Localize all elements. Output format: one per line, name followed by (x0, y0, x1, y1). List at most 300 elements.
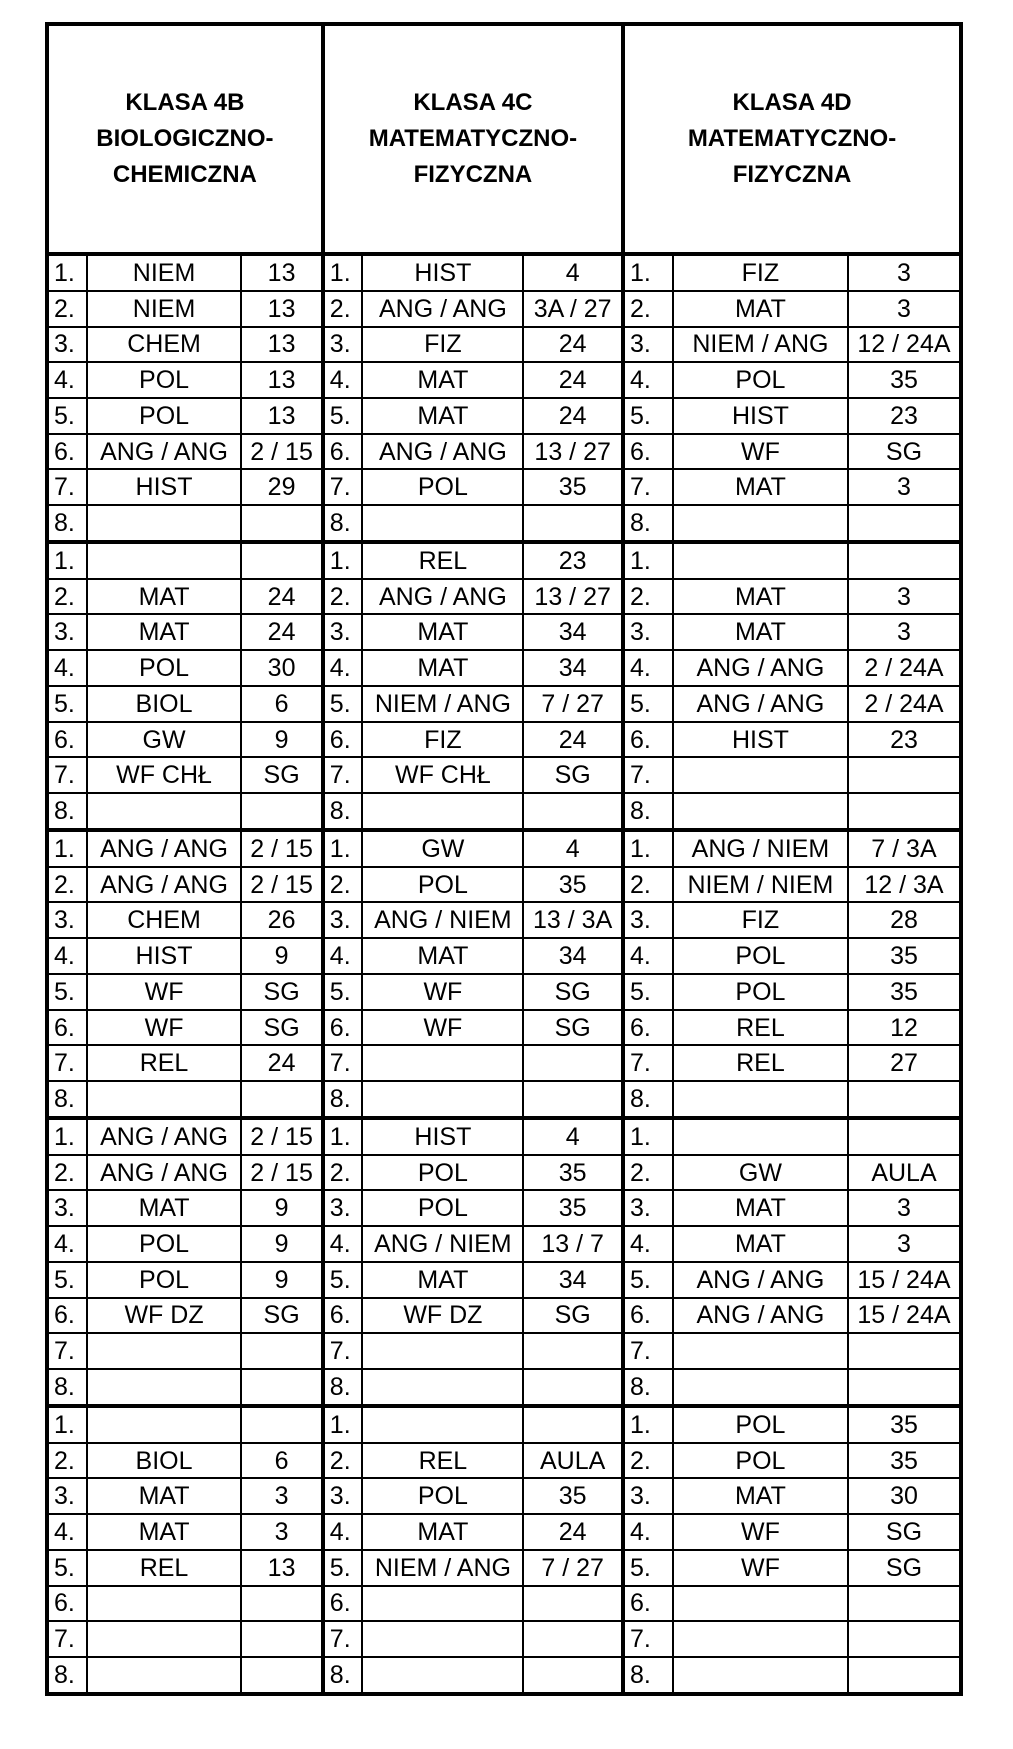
subject-4b: MAT (87, 1514, 242, 1550)
lesson-number-4c: 6. (323, 1298, 363, 1334)
room-4d: 35 (848, 1443, 961, 1479)
room-4c: SG (523, 1010, 623, 1046)
room-4d: SG (848, 1550, 961, 1586)
room-4d: SG (848, 434, 961, 470)
subject-4d (673, 542, 848, 579)
lesson-number-4d: 3. (623, 902, 673, 938)
lesson-number-4b: 4. (47, 1514, 87, 1550)
lesson-number-4b: 4. (47, 938, 87, 974)
lesson-row (47, 542, 961, 579)
lesson-row (47, 614, 961, 650)
room-4d: 3 (848, 254, 961, 291)
subject-4c: NIEM / ANG (362, 1550, 523, 1586)
lesson-row (47, 1586, 961, 1622)
subject-4b: POL (87, 362, 242, 398)
room-4d: 35 (848, 974, 961, 1010)
room-4c (523, 1406, 623, 1443)
subject-4b: GW (87, 722, 242, 758)
subject-4d (673, 793, 848, 830)
class-header-4d (623, 24, 961, 254)
subject-4b: REL (87, 1045, 242, 1081)
subject-4d: MAT (673, 1226, 848, 1262)
lesson-number-4c: 8. (323, 1657, 363, 1694)
room-4b (241, 1081, 322, 1118)
lesson-number-4b: 5. (47, 974, 87, 1010)
room-4d: 35 (848, 1406, 961, 1443)
room-4b: 2 / 15 (241, 1118, 322, 1155)
room-4c: 34 (523, 938, 623, 974)
lesson-number-4c: 7. (323, 469, 363, 505)
subject-4c (362, 1333, 523, 1369)
room-4d (848, 1333, 961, 1369)
class-profile-line-2: FIZYCZNA (732, 161, 852, 188)
subject-4c: REL (362, 542, 523, 579)
room-4b (241, 1621, 322, 1657)
subject-4b: CHEM (87, 902, 242, 938)
subject-4c (362, 505, 523, 542)
lesson-number-4c: 2. (323, 1155, 363, 1191)
lesson-row (47, 867, 961, 903)
subject-4b: NIEM (87, 291, 242, 327)
lesson-number-4c: 3. (323, 902, 363, 938)
subject-4c: NIEM / ANG (362, 686, 523, 722)
subject-4c (362, 1081, 523, 1118)
subject-4d (673, 1369, 848, 1406)
lesson-number-4b: 8. (47, 505, 87, 542)
subject-4d: ANG / ANG (673, 1298, 848, 1334)
subject-4c (362, 793, 523, 830)
lesson-number-4b: 7. (47, 469, 87, 505)
subject-4d: ANG / ANG (673, 1262, 848, 1298)
lesson-number-4b: 6. (47, 1298, 87, 1334)
lesson-number-4d: 2. (623, 291, 673, 327)
lesson-number-4d: 4. (623, 362, 673, 398)
subject-4b (87, 505, 242, 542)
subject-4d: MAT (673, 614, 848, 650)
room-4b: 9 (241, 1262, 322, 1298)
subject-4b: ANG / ANG (87, 830, 242, 867)
room-4b (241, 1406, 322, 1443)
subject-4d: MAT (673, 291, 848, 327)
room-4d (848, 757, 961, 793)
room-4c: 4 (523, 1118, 623, 1155)
room-4d (848, 1586, 961, 1622)
lesson-number-4d: 6. (623, 1586, 673, 1622)
subject-4b: WF (87, 1010, 242, 1046)
room-4d (848, 1369, 961, 1406)
subject-4d: POL (673, 1406, 848, 1443)
lesson-number-4d: 1. (623, 542, 673, 579)
lesson-number-4d: 3. (623, 327, 673, 363)
lesson-number-4b: 8. (47, 1081, 87, 1118)
subject-4d: MAT (673, 469, 848, 505)
lesson-number-4c: 6. (323, 434, 363, 470)
subject-4b: MAT (87, 1478, 242, 1514)
lesson-number-4c: 8. (323, 505, 363, 542)
subject-4c: POL (362, 1155, 523, 1191)
lesson-row (47, 722, 961, 758)
lesson-row (47, 974, 961, 1010)
lesson-number-4d: 7. (623, 469, 673, 505)
lesson-number-4b: 1. (47, 1118, 87, 1155)
subject-4d (673, 1333, 848, 1369)
room-4c (523, 1045, 623, 1081)
room-4d: 3 (848, 469, 961, 505)
room-4d: 12 / 3A (848, 867, 961, 903)
subject-4c: HIST (362, 1118, 523, 1155)
lesson-number-4d: 7. (623, 1045, 673, 1081)
lesson-number-4b: 7. (47, 1333, 87, 1369)
room-4c: 34 (523, 1262, 623, 1298)
lesson-row (47, 902, 961, 938)
lesson-number-4d: 6. (623, 1010, 673, 1046)
room-4c: 7 / 27 (523, 1550, 623, 1586)
subject-4c: FIZ (362, 327, 523, 363)
room-4b: 2 / 15 (241, 434, 322, 470)
room-4d: 15 / 24A (848, 1298, 961, 1334)
lesson-number-4b: 6. (47, 722, 87, 758)
room-4b: SG (241, 1010, 322, 1046)
lesson-row (47, 362, 961, 398)
lesson-number-4d: 8. (623, 505, 673, 542)
room-4d: 27 (848, 1045, 961, 1081)
lesson-number-4d: 2. (623, 1155, 673, 1191)
lesson-number-4b: 6. (47, 434, 87, 470)
subject-4c: POL (362, 867, 523, 903)
lesson-number-4c: 3. (323, 1478, 363, 1514)
room-4d: 3 (848, 579, 961, 615)
room-4b: 24 (241, 1045, 322, 1081)
lesson-number-4d: 1. (623, 1406, 673, 1443)
lesson-number-4d: 5. (623, 1550, 673, 1586)
room-4c (523, 1586, 623, 1622)
lesson-row (47, 938, 961, 974)
lesson-number-4c: 6. (323, 1586, 363, 1622)
timetable (45, 22, 963, 1696)
room-4c: 35 (523, 1155, 623, 1191)
lesson-number-4c: 2. (323, 291, 363, 327)
lesson-number-4d: 8. (623, 793, 673, 830)
subject-4b: CHEM (87, 327, 242, 363)
room-4c (523, 505, 623, 542)
subject-4d: NIEM / NIEM (673, 867, 848, 903)
lesson-number-4b: 8. (47, 793, 87, 830)
room-4d: 35 (848, 362, 961, 398)
lesson-number-4b: 2. (47, 1443, 87, 1479)
room-4b: SG (241, 757, 322, 793)
room-4b: 13 (241, 398, 322, 434)
subject-4c (362, 1369, 523, 1406)
subject-4b: MAT (87, 1190, 242, 1226)
lesson-row (47, 1514, 961, 1550)
room-4b: 30 (241, 650, 322, 686)
lesson-number-4c: 1. (323, 830, 363, 867)
lesson-number-4b: 1. (47, 254, 87, 291)
room-4c: SG (523, 1298, 623, 1334)
subject-4c: ANG / NIEM (362, 1226, 523, 1262)
lesson-number-4c: 8. (323, 1369, 363, 1406)
room-4d: 2 / 24A (848, 650, 961, 686)
subject-4b: WF (87, 974, 242, 1010)
lesson-number-4b: 1. (47, 830, 87, 867)
lesson-number-4d: 1. (623, 254, 673, 291)
lesson-number-4b: 7. (47, 1045, 87, 1081)
subject-4c: MAT (362, 650, 523, 686)
room-4b: 13 (241, 327, 322, 363)
lesson-number-4d: 2. (623, 579, 673, 615)
lesson-number-4d: 4. (623, 1514, 673, 1550)
lesson-number-4c: 2. (323, 1443, 363, 1479)
room-4d: 3 (848, 1226, 961, 1262)
lesson-row (47, 1226, 961, 1262)
subject-4c: POL (362, 469, 523, 505)
lesson-number-4c: 3. (323, 1190, 363, 1226)
room-4d: 2 / 24A (848, 686, 961, 722)
lesson-number-4b: 3. (47, 1478, 87, 1514)
lesson-number-4b: 3. (47, 327, 87, 363)
header-row (47, 24, 961, 254)
lesson-number-4d: 5. (623, 1262, 673, 1298)
lesson-row (47, 469, 961, 505)
subject-4d: FIZ (673, 902, 848, 938)
subject-4b (87, 1586, 242, 1622)
room-4b (241, 505, 322, 542)
subject-4b: MAT (87, 614, 242, 650)
class-profile-line-1: MATEMATYCZNO- (368, 125, 578, 152)
lesson-number-4b: 3. (47, 614, 87, 650)
lesson-number-4d: 7. (623, 757, 673, 793)
subject-4c: MAT (362, 614, 523, 650)
timetable-body (47, 254, 961, 1694)
subject-4c: ANG / ANG (362, 579, 523, 615)
room-4c: 34 (523, 614, 623, 650)
class-profile-line-2: FIZYCZNA (413, 161, 533, 188)
room-4c: 35 (523, 867, 623, 903)
lesson-row (47, 1621, 961, 1657)
subject-4d: ANG / ANG (673, 686, 848, 722)
room-4d: 23 (848, 398, 961, 434)
lesson-row (47, 1298, 961, 1334)
lesson-number-4b: 3. (47, 902, 87, 938)
subject-4d: GW (673, 1155, 848, 1191)
lesson-number-4d: 2. (623, 867, 673, 903)
subject-4b: HIST (87, 469, 242, 505)
room-4c: 35 (523, 469, 623, 505)
lesson-number-4d: 8. (623, 1081, 673, 1118)
lesson-number-4c: 6. (323, 722, 363, 758)
subject-4d (673, 505, 848, 542)
room-4d: 12 / 24A (848, 327, 961, 363)
subject-4b: ANG / ANG (87, 1118, 242, 1155)
subject-4c: WF CHŁ (362, 757, 523, 793)
lesson-row (47, 1190, 961, 1226)
room-4b: 6 (241, 686, 322, 722)
subject-4c: WF DZ (362, 1298, 523, 1334)
subject-4c: WF (362, 974, 523, 1010)
subject-4b (87, 1406, 242, 1443)
lesson-row (47, 1369, 961, 1406)
subject-4d (673, 1118, 848, 1155)
subject-4d: MAT (673, 579, 848, 615)
lesson-row (47, 1478, 961, 1514)
subject-4c: ANG / ANG (362, 434, 523, 470)
class-title: KLASA 4D (732, 89, 852, 116)
lesson-number-4c: 1. (323, 1118, 363, 1155)
lesson-number-4d: 6. (623, 434, 673, 470)
subject-4c: MAT (362, 938, 523, 974)
lesson-number-4c: 2. (323, 579, 363, 615)
room-4b: 9 (241, 722, 322, 758)
subject-4d (673, 1081, 848, 1118)
subject-4c: GW (362, 830, 523, 867)
lesson-number-4b: 6. (47, 1010, 87, 1046)
lesson-number-4c: 4. (323, 362, 363, 398)
room-4b: 3 (241, 1478, 322, 1514)
subject-4d (673, 1586, 848, 1622)
room-4b: 6 (241, 1443, 322, 1479)
lesson-number-4c: 2. (323, 867, 363, 903)
lesson-row (47, 1406, 961, 1443)
lesson-number-4d: 5. (623, 974, 673, 1010)
room-4c: 24 (523, 722, 623, 758)
lesson-row (47, 327, 961, 363)
lesson-number-4b: 5. (47, 686, 87, 722)
room-4c: 7 / 27 (523, 686, 623, 722)
room-4d: 35 (848, 938, 961, 974)
room-4c: SG (523, 974, 623, 1010)
room-4d: 12 (848, 1010, 961, 1046)
room-4b: 13 (241, 291, 322, 327)
subject-4b (87, 1333, 242, 1369)
subject-4b: MAT (87, 579, 242, 615)
subject-4c: WF (362, 1010, 523, 1046)
lesson-number-4b: 4. (47, 650, 87, 686)
subject-4c: MAT (362, 1514, 523, 1550)
subject-4b: REL (87, 1550, 242, 1586)
lesson-number-4d: 8. (623, 1657, 673, 1694)
subject-4d: HIST (673, 722, 848, 758)
lesson-number-4b: 5. (47, 398, 87, 434)
lesson-row (47, 1550, 961, 1586)
room-4c: 23 (523, 542, 623, 579)
subject-4d: WF (673, 434, 848, 470)
room-4b: 29 (241, 469, 322, 505)
class-header-4c (323, 24, 623, 254)
subject-4b: WF CHŁ (87, 757, 242, 793)
room-4b (241, 1333, 322, 1369)
room-4c: 24 (523, 362, 623, 398)
subject-4c: MAT (362, 1262, 523, 1298)
subject-4c (362, 1586, 523, 1622)
subject-4b: WF DZ (87, 1298, 242, 1334)
room-4b: 24 (241, 579, 322, 615)
lesson-row (47, 757, 961, 793)
room-4b: 24 (241, 614, 322, 650)
room-4b: SG (241, 974, 322, 1010)
lesson-number-4b: 2. (47, 579, 87, 615)
room-4d: 7 / 3A (848, 830, 961, 867)
room-4c: 24 (523, 398, 623, 434)
lesson-number-4c: 8. (323, 793, 363, 830)
lesson-row (47, 579, 961, 615)
lesson-row (47, 1333, 961, 1369)
subject-4b: ANG / ANG (87, 867, 242, 903)
lesson-number-4c: 7. (323, 1333, 363, 1369)
subject-4b: POL (87, 1226, 242, 1262)
room-4b: 2 / 15 (241, 830, 322, 867)
subject-4b (87, 1621, 242, 1657)
lesson-number-4c: 7. (323, 757, 363, 793)
room-4c: SG (523, 757, 623, 793)
room-4d (848, 1118, 961, 1155)
subject-4d: POL (673, 974, 848, 1010)
room-4d (848, 542, 961, 579)
subject-4d: REL (673, 1045, 848, 1081)
lesson-row (47, 1262, 961, 1298)
subject-4d: HIST (673, 398, 848, 434)
room-4d: 30 (848, 1478, 961, 1514)
lesson-number-4d: 3. (623, 614, 673, 650)
lesson-number-4c: 4. (323, 1514, 363, 1550)
subject-4c (362, 1621, 523, 1657)
subject-4b: BIOL (87, 1443, 242, 1479)
lesson-number-4d: 6. (623, 722, 673, 758)
lesson-number-4b: 7. (47, 757, 87, 793)
lesson-number-4d: 3. (623, 1478, 673, 1514)
lesson-number-4d: 7. (623, 1621, 673, 1657)
subject-4b (87, 542, 242, 579)
subject-4d: MAT (673, 1190, 848, 1226)
subject-4d (673, 1621, 848, 1657)
room-4b: 13 (241, 1550, 322, 1586)
lesson-number-4c: 5. (323, 686, 363, 722)
room-4c: 3A / 27 (523, 291, 623, 327)
subject-4b: POL (87, 398, 242, 434)
subject-4c: POL (362, 1190, 523, 1226)
lesson-number-4b: 8. (47, 1657, 87, 1694)
room-4c: 34 (523, 650, 623, 686)
room-4d: AULA (848, 1155, 961, 1191)
room-4d (848, 505, 961, 542)
lesson-row (47, 1081, 961, 1118)
subject-4c: ANG / ANG (362, 291, 523, 327)
room-4d (848, 1621, 961, 1657)
room-4d (848, 1657, 961, 1694)
room-4c: 13 / 7 (523, 1226, 623, 1262)
subject-4c: MAT (362, 398, 523, 434)
lesson-number-4d: 4. (623, 938, 673, 974)
lesson-number-4b: 7. (47, 1621, 87, 1657)
lesson-row (47, 434, 961, 470)
lesson-number-4c: 1. (323, 1406, 363, 1443)
room-4b: SG (241, 1298, 322, 1334)
lesson-number-4d: 5. (623, 686, 673, 722)
room-4c (523, 793, 623, 830)
class-title: KLASA 4B (125, 89, 245, 116)
lesson-number-4b: 6. (47, 1586, 87, 1622)
lesson-row (47, 1657, 961, 1694)
room-4b (241, 793, 322, 830)
lesson-number-4c: 4. (323, 650, 363, 686)
lesson-number-4d: 4. (623, 650, 673, 686)
room-4c: 13 / 3A (523, 902, 623, 938)
room-4b: 2 / 15 (241, 867, 322, 903)
subject-4b (87, 1081, 242, 1118)
lesson-number-4b: 5. (47, 1262, 87, 1298)
lesson-number-4c: 1. (323, 254, 363, 291)
lesson-number-4c: 8. (323, 1081, 363, 1118)
room-4b: 9 (241, 1226, 322, 1262)
